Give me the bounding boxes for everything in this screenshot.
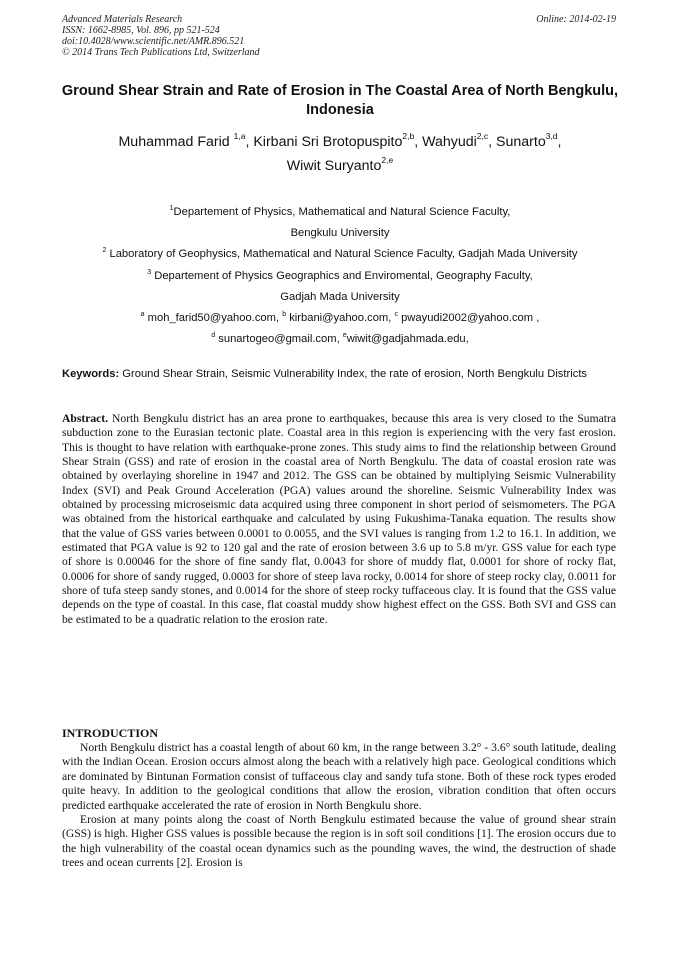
keywords-text: Ground Shear Strain, Seismic Vulnerability Index, the rate of erosion, North Bengkulu Districts: [119, 368, 588, 380]
author-name: Wiwit Suryanto: [286, 158, 382, 174]
email-link[interactable]: wiwit@gadjahmada.edu,: [346, 333, 469, 346]
affiliation-1-cont: Bengkulu University: [290, 227, 390, 240]
keywords-label: Keywords:: [62, 368, 120, 380]
section-heading-introduction: INTRODUCTION: [62, 726, 159, 740]
author-line-1: Muhammad Farid $^{1,a}$, Kirbani Sri Brotopuspito$^{2,b}$, Wahyudi$^{2,c}$, Sunarto$^{3,d}$,: [118, 131, 562, 150]
author-name: Kirbani Sri Brotopuspito: [253, 134, 403, 150]
author-affil-sup: 3,d: [545, 131, 558, 141]
affiliation-1: $^1$Departement of Physics, Mathematical and Natural Science Faculty,: [169, 205, 511, 218]
copyright-line: © 2014 Trans Tech Publications Ltd, Switzerland: [62, 47, 260, 58]
paragraph: Erosion at many points along the coast of North Bengkulu estimated because the value of ground shear strain (GSS) is high. Higher GSS values is possible because the region is in soft soil conditions [1]. The erosion occurs due to the high vulnerability of the coastal ocean dynamics such as the pounding waves, the wind, the destruction of shade trees and ocean currents [2]. Erosion is: [62, 813, 616, 870]
author-list: [60, 130, 620, 178]
author-affil-sup: 1,a: [233, 131, 246, 141]
author-line-2: [60, 154, 620, 178]
keywords: [62, 367, 618, 381]
email-line-2: $^d$ sunartogeo@gmail.com, $^e$wiwit@gadjahmada.edu,: [211, 332, 469, 346]
paragraph: North Bengkulu district has a coastal length of about 60 km, in the range between 3.2° - 3.6° south latitude, dealing with the Indian Ocean. Erosion occurs almost along the beach with a relatively high pace. Geological conditions which are dominated by Bintunan Formation consist of tuffaceous clay and sandy tufa stone. Both of these rock types eroded quite heavy. In addition to the geological conditions that allow the erosion, vibration condition that often occurs predicted earthquake accelerated the rate of erosion in North Bengkulu shore.: [62, 741, 616, 812]
email-link[interactable]: moh_farid50@yahoo.com,: [144, 312, 283, 325]
author-name: Sunarto: [496, 134, 546, 150]
affiliation-2: $^2$ Laboratory of Geophysics, Mathematical and Natural Science Faculty, Gadjah Mada University: [102, 247, 578, 261]
doi-line: doi:10.4028/www.scientific.net/AMR.896.521: [62, 36, 245, 47]
affiliation-3: $^3$ Departement of Physics Geographics and Enviromental, Geography Faculty,: [147, 268, 533, 282]
issn-line: ISSN: 1662-8985, Vol. 896, pp 521-524: [62, 25, 220, 36]
abstract-label: Abstract.: [62, 412, 109, 425]
email-link[interactable]: sunartogeo@gmail.com,: [215, 333, 343, 346]
abstract-text: North Bengkulu district has an area prone to earthquakes, because this area is very closed to the Sumatra subduction zone to the Eurasian tectonic plate. Coastal area in this region is experiencing with the very fast erosion. This is thought to have relation with earthquake-prone zones. This study aims to find the relationship between Ground Shear Strain (GSS) and rate of erosion in the coastal area of North Bengkulu. The data of coastal erosion rate was obtained by overlaying shoreline in 1947 and 2012. The GSS can be obtained by multiplying Seismic Vulnerability Index (SVI) and Peak Ground Acceleration (PGA) values around the shoreline. Seismic Vulnerability Index was obtained by processing microseismic data acquired using three component in short period of seismometers. The PGA was obtained from the historical earthquake and calculated by using Fukushima-Tanaka equation. The results show that the value of GSS varies between 0.0001 to 0.0055, and the SVI values is ranging from 1.2 to 16.1. In addition, we estimated that PGA value is 92 to 120 gal and the rate of erosion between 3.6 up to 5.8 m/yr. GSS value for each type of shore is 0.00046 for the shore of fine sandy flat, 0.0043 for shore of muddy flat, 0.0001 for shore of rocky flat, 0.0006 for shore of sandy rugged, 0.0003 for shore of steep lava rocky, 0.0014 for shore of steep rocky clay, 0.0011 for shore of tufa steep sandy stones, and 0.0014 for the shore of steep rocky tuffaceous clay. It is found that the GSS value depends on the type of coastal. In this case, flat coastal muddy show highest effect on the GSS. Both SVI and GSS can be estimated to be a quadratic relation to the erosion rate.: [62, 412, 616, 626]
introduction-body: [62, 741, 616, 871]
journal-name: Advanced Materials Research: [62, 14, 183, 25]
affiliation-3-cont: Gadjah Mada University: [280, 290, 400, 303]
affiliations: [40, 202, 640, 350]
author-name: Wahyudi: [422, 134, 477, 150]
author-name: Muhammad Farid: [118, 134, 230, 150]
author-affil-sup: 2,e: [381, 155, 394, 165]
email-line-1: $^a$ moh_farid50@yahoo.com, $^b$ kirbani@yahoo.com, $^c$ pwayudi2002@yahoo.com ,: [140, 311, 540, 325]
author-affil-sup: 2,b: [402, 131, 415, 141]
running-header: [62, 14, 616, 58]
email-link[interactable]: kirbani@yahoo.com,: [286, 312, 395, 325]
abstract: [62, 412, 616, 627]
online-date: Online: 2014-02-19: [536, 14, 616, 25]
email-link[interactable]: pwayudi2002@yahoo.com ,: [397, 312, 540, 325]
author-affil-sup: 2,c: [476, 131, 489, 141]
paper-title: Ground Shear Strain and Rate of Erosion in The Coastal Area of North Bengkulu, Indonesia: [61, 83, 619, 118]
